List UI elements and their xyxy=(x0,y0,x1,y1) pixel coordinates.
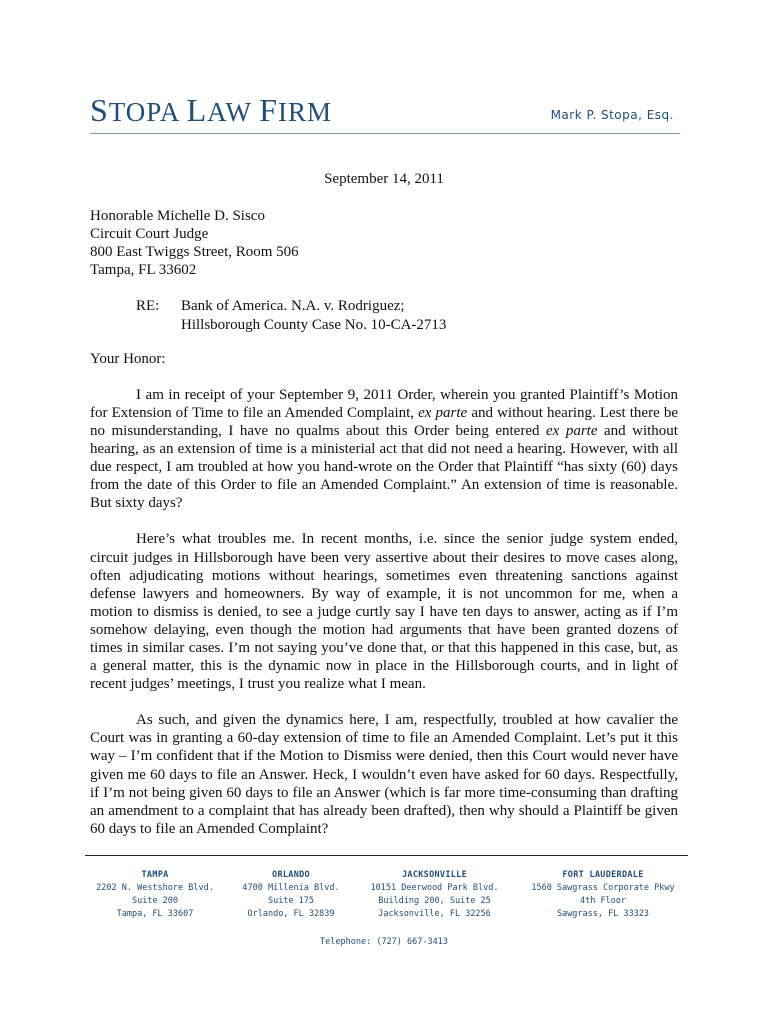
office-address-line: 4700 Millenia Blvd. xyxy=(242,883,340,893)
letter-body xyxy=(90,170,678,856)
office-city: JACKSONVILLE xyxy=(401,870,467,880)
paragraph-text: and without hearing. Lest there be no misunderstanding, I have no qualms about this Order being entered xyxy=(90,404,679,439)
office-address-line: Tampa, FL 33607 xyxy=(116,909,194,919)
office-jacksonville xyxy=(357,869,512,921)
re-lines xyxy=(181,297,446,333)
office-orlando xyxy=(231,869,351,921)
re-line: Hillsborough County Case No. 10-CA-2713 xyxy=(181,316,447,333)
office-city: FORT LAUDERDALE xyxy=(562,870,644,880)
addressee-block xyxy=(90,207,678,279)
office-address-line: 2202 N. Westshore Blvd. xyxy=(96,883,214,893)
paragraph-italic: ex parte xyxy=(546,422,598,439)
firm-name-part: IRM xyxy=(278,97,333,127)
firm-name-initial: S xyxy=(90,92,109,128)
firm-name-initial: F xyxy=(259,92,279,128)
firm-name xyxy=(90,92,332,129)
paragraph-text: and without hearing, as an extension of time is a ministerial act that did not need a hearing. However, with all due respect, I am troubled at how you hand-wrote on the Order that Plaintiff “has sixty (60) days from the date of this Order to file an Amended Complaint.” An extension of time is reasonable. But sixty days? xyxy=(90,422,678,512)
re-block xyxy=(136,297,678,333)
addressee-line: Tampa, FL 33602 xyxy=(90,262,197,279)
office-address-line: Jacksonville, FL 32256 xyxy=(378,909,491,919)
telephone: Telephone: (727) 667-3413 xyxy=(320,937,448,947)
addressee-line: 800 East Twiggs Street, Room 506 xyxy=(90,244,299,261)
re-line: Bank of America. N.A. v. Rodriguez; xyxy=(181,298,405,315)
letter-date: September 14, 2011 xyxy=(324,171,444,187)
attorney-name: Mark P. Stopa, Esq. xyxy=(550,108,674,122)
paragraph-text: I am in receipt of your September 9, 2011 Order, wherein you granted Plaintiff’s Motion for Extension of Time to file an Amended Complaint, xyxy=(90,386,678,421)
office-address-line: 10151 Deerwood Park Blvd. xyxy=(370,883,499,893)
addressee-line: Circuit Court Judge xyxy=(90,226,209,243)
footer-divider xyxy=(85,855,688,856)
paragraph-2: Here’s what troubles me. In recent months, i.e. since the senior judge system ended, circuit judges in Hillsborough have been very assertive about their desires to move cases along, often adjudicating motions without hearings, sometimes even threatening sanctions against defense lawyers and homeowners. By way of example, it is not uncommon for me, when a motion to dismiss is denied, to see a judge curtly say I have ten days to answer, acting as if I’m somehow delaying, even though the motion had arguments that have been granted dozens of times in similar cases. I’m not saying you’ve done that, or that this happened in this case, but, as a general matter, this is the dynamic now in place in the Hillsborough courts, and in light of recent judges’ meetings, I trust you realize what I mean. xyxy=(90,531,678,693)
office-address-line: Building 200, Suite 25 xyxy=(378,896,491,906)
office-address-line: Orlando, FL 32839 xyxy=(247,909,335,919)
office-address-line: 4th Floor xyxy=(579,896,627,906)
office-address-line: Suite 175 xyxy=(267,896,315,906)
paragraph-1 xyxy=(90,386,678,513)
salutation: Your Honor: xyxy=(90,350,166,367)
office-address-line: 1560 Sawgrass Corporate Pkwy xyxy=(531,883,675,893)
firm-name-part: TOPA xyxy=(108,97,187,127)
office-locations xyxy=(85,869,688,921)
paragraph-italic: ex parte xyxy=(418,404,468,421)
office-tampa xyxy=(85,869,225,921)
re-label: RE: xyxy=(136,298,160,315)
paragraph-3: As such, and given the dynamics here, I am, respectfully, troubled at how cavalier the Court was in granting a 60-day extension of time to file an Amended Complaint. Let’s put it this way – I’m confident that if the Motion to Dismiss were denied, then this Court would never have given me 60 days to file an Answer. Heck, I wouldn’t even have asked for 60 days. Respectfully, if I’m not being given 60 days to file an Answer (which is far more time-consuming than drafting an amendment to a complaint that has already been drafted), then why should a Plaintiff be given 60 days to file an Amended Complaint? xyxy=(90,712,678,837)
firm-name-initial: L xyxy=(186,92,208,128)
office-city: ORLANDO xyxy=(272,870,310,880)
firm-name-part: AW xyxy=(207,97,260,127)
office-address-line: Suite 200 xyxy=(131,896,179,906)
office-city: TAMPA xyxy=(141,870,169,880)
letterhead-divider xyxy=(90,133,680,134)
office-address-line: Sawgrass, FL 33323 xyxy=(556,909,650,919)
addressee-line: Honorable Michelle D. Sisco xyxy=(90,208,265,225)
office-fort-lauderdale xyxy=(518,869,688,921)
